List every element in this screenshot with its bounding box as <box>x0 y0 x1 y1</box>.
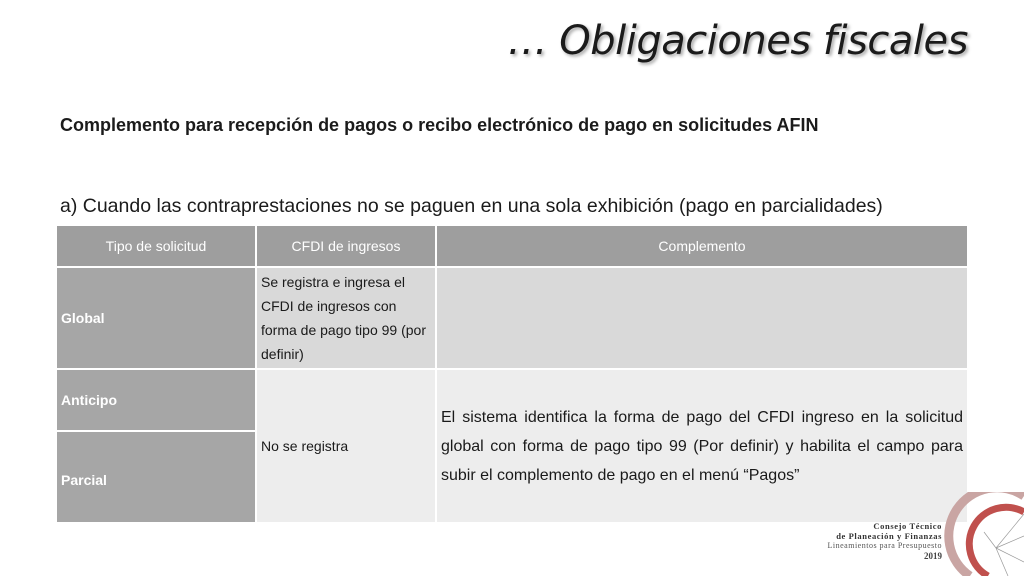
logo-line-2: de Planeación y Finanzas <box>836 531 942 541</box>
header-cfdi-ingresos: CFDI de ingresos <box>257 226 435 266</box>
complement-cell-global <box>437 268 967 368</box>
institution-logo-text <box>822 521 942 561</box>
intro-text: a) Cuando las contraprestaciones no se paguen en una sola exhibición (pago en parcialidades) <box>60 195 883 217</box>
cfdi-cell-merged: No se registra <box>257 370 435 522</box>
type-cell-parcial: Parcial <box>57 432 255 522</box>
logo-line-3: Lineamientos para Presupuesto <box>827 541 942 550</box>
table-header-row <box>57 226 967 266</box>
header-tipo-solicitud: Tipo de solicitud <box>57 226 255 266</box>
cfdi-cell-global: Se registra e ingresa el CFDI de ingresos con forma de pago tipo 99 (por definir) <box>257 268 435 368</box>
logo-line-1: Consejo Técnico <box>873 521 942 531</box>
slide-title: … Obligaciones fiscales <box>507 18 968 64</box>
slide-subtitle: Complemento para recepción de pagos o recibo electrónico de pago en solicitudes AFIN <box>60 115 819 135</box>
obligations-table <box>55 224 969 524</box>
type-cell-anticipo: Anticipo <box>57 370 255 430</box>
type-cell-global: Global <box>57 268 255 368</box>
header-complemento: Complemento <box>437 226 967 266</box>
institution-logo-icon <box>944 492 1024 576</box>
table-row <box>57 370 967 430</box>
logo-year: 2019 <box>924 551 942 561</box>
table-row <box>57 268 967 368</box>
complement-cell-merged: El sistema identifica la forma de pago del CFDI ingreso en la solicitud global con forma de pago tipo 99 (Por definir) y habilita el campo para subir el complemento de pago en el menú “Pagos” <box>437 370 967 522</box>
